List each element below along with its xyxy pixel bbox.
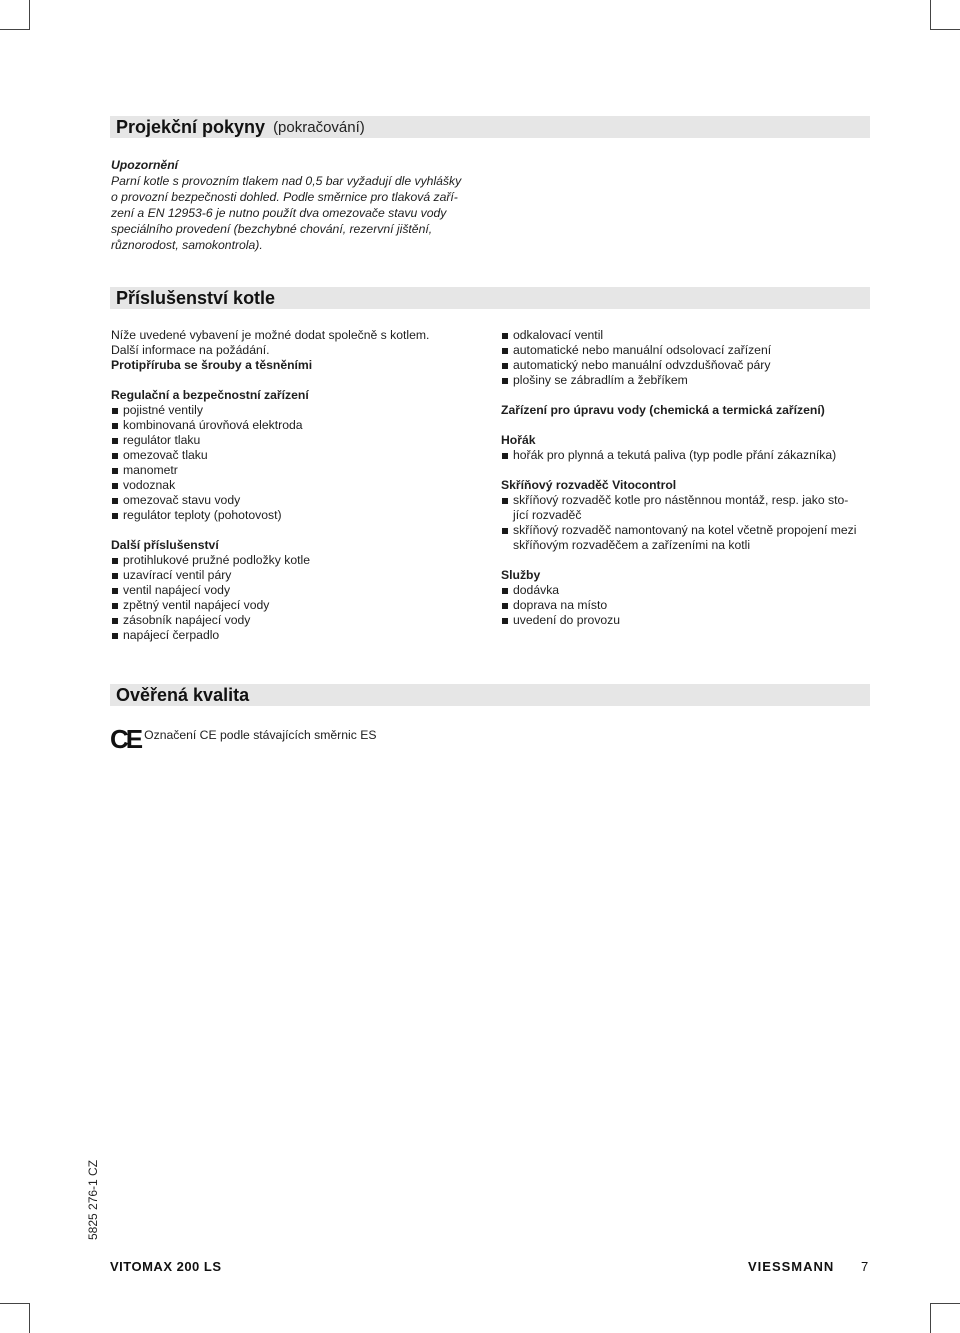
list-item-line: skříňovým rozvaděčem a zařízeními na kotli	[513, 538, 751, 552]
crop-mark-top-right	[930, 0, 931, 30]
list-item: omezovač stavu vody	[111, 493, 481, 508]
list-item: regulátor tlaku	[111, 433, 481, 448]
list-item: plošiny se zábradlím a žebříkem	[501, 373, 873, 388]
crop-mark-bottom-right-h	[930, 1303, 960, 1304]
section-title: Projekční pokyny	[116, 116, 266, 137]
list-item: ventil napájecí vody	[111, 583, 481, 598]
list-item: napájecí čerpadlo	[111, 628, 481, 643]
crop-mark-bottom-left-h	[0, 1303, 30, 1304]
list-item-line: jící rozvaděč	[513, 508, 582, 522]
crop-mark-top-right-h	[930, 29, 960, 30]
crop-mark-bottom-left	[29, 1303, 30, 1333]
list-item: kombinovaná úrovňová elektroda	[111, 418, 481, 433]
product-name: VITOMAX 200 LS	[110, 1259, 222, 1274]
section-header-quality	[110, 684, 870, 706]
ce-marking	[110, 726, 376, 752]
intro-text: Další informace na požádání.	[111, 343, 270, 357]
document-number: 5825 276-1 CZ	[86, 1159, 100, 1240]
list-item: odkalovací ventil	[501, 328, 873, 343]
warning-line: Parní kotle s provozním tlakem nad 0,5 bar vyžadují dle vyhlášky	[111, 174, 462, 188]
list-item: zpětný ventil napájecí vody	[111, 598, 481, 613]
warning-title: Upozornění	[111, 158, 179, 172]
warning-note	[111, 157, 491, 253]
safety-heading: Regulační a bezpečnostní zařízení	[111, 388, 309, 402]
list-item: vodoznak	[111, 478, 481, 493]
section-subtitle: (pokračování)	[273, 118, 365, 136]
accessories-right-column	[501, 328, 873, 628]
crop-mark-top-left	[29, 0, 30, 30]
crop-mark-bottom-right	[930, 1303, 931, 1333]
list-item: uzavírací ventil páry	[111, 568, 481, 583]
warning-line: o provozní bezpečnosti dohled. Podle směrnice pro tlaková zaří-	[111, 190, 458, 204]
warning-line: různorodost, samokontrola).	[111, 238, 263, 252]
other-accessories-heading: Další příslušenství	[111, 538, 219, 552]
list-item: protihlukové pružné podložky kotle	[111, 553, 481, 568]
list-item: hořák pro plynná a tekutá paliva (typ podle přání zákazníka)	[501, 448, 873, 463]
list-item: doprava na místo	[501, 598, 873, 613]
section-title: Ověřená kvalita	[116, 684, 250, 705]
burner-heading: Hořák	[501, 433, 536, 447]
intro-text: Níže uvedené vybavení je možné dodat společně s kotlem.	[111, 328, 430, 342]
list-item: regulátor teploty (pohotovost)	[111, 508, 481, 523]
flange-heading: Protipříruba se šrouby a těsněními	[111, 358, 313, 372]
list-item	[501, 493, 873, 523]
water-treatment-heading: Zařízení pro úpravu vody (chemická a termická zařízení)	[501, 403, 825, 417]
list-item: dodávka	[501, 583, 873, 598]
section-title: Příslušenství kotle	[116, 287, 276, 308]
brand-logo: VIESSMANN	[748, 1259, 835, 1274]
list-item: manometr	[111, 463, 481, 478]
section-header-accessories	[110, 287, 870, 309]
list-item: automatický nebo manuální odvzdušňovač páry	[501, 358, 873, 373]
ce-text: Označení CE podle stávajících směrnic ES	[144, 728, 377, 742]
list-item: omezovač tlaku	[111, 448, 481, 463]
crop-mark-top-left-h	[0, 29, 30, 30]
accessories-left-column	[111, 328, 481, 643]
list-item: pojistné ventily	[111, 403, 481, 418]
list-item-line: skříňový rozvaděč kotle pro nástěnnou montáž, resp. jako sto-	[513, 493, 849, 507]
list-item: uvedení do provozu	[501, 613, 873, 628]
warning-line: speciálního provedení (bezchybné chování, rezervní jištění,	[111, 222, 433, 236]
list-item-line: skříňový rozvaděč namontovaný na kotel včetně propojení mezi	[513, 523, 857, 537]
page-number: 7	[861, 1259, 869, 1274]
control-panel-heading: Skříňový rozvaděč Vitocontrol	[501, 478, 677, 492]
list-item	[501, 523, 873, 553]
ce-logo-icon: CE	[110, 724, 141, 754]
list-item: zásobník napájecí vody	[111, 613, 481, 628]
warning-line: zení a EN 12953-6 je nutno použít dva omezovače stavu vody	[111, 206, 447, 220]
list-item: automatické nebo manuální odsolovací zařízení	[501, 343, 873, 358]
services-heading: Služby	[501, 568, 541, 582]
section-header-planning	[110, 116, 870, 138]
